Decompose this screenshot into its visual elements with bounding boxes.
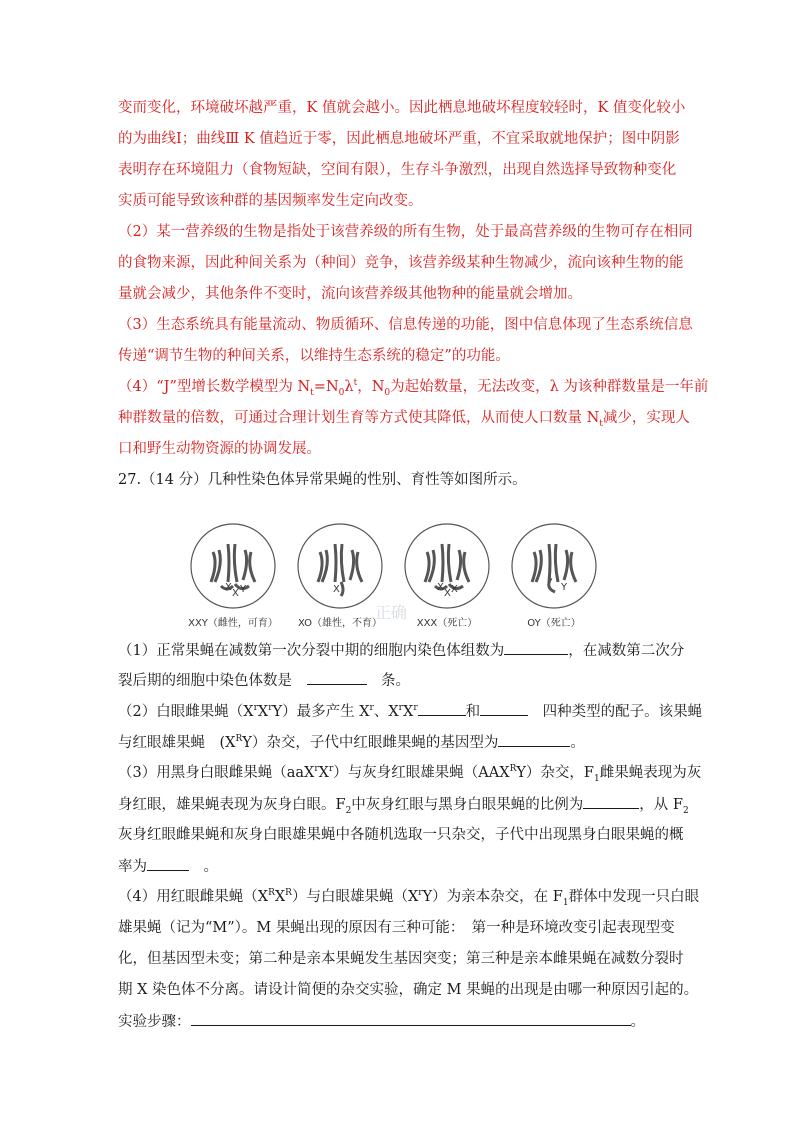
q3-line2: 身红眼，雄果蝇表现为灰身白眼。$F_2$中灰身红眼与黑身白眼果蝇的比例为 ，从 $F_2$ — [118, 794, 688, 815]
answer-line: 的为曲线Ⅰ；曲线Ⅲ K 值趋近于零，因此栖息地破坏严重，不宜采取就地保护；图中阴影 — [118, 131, 680, 147]
answer-line: 表明存在环境阻力（食物短缺，空间有限），生存斗争激烈，出现自然选择导致物种变化 — [118, 162, 677, 178]
cell-oy — [512, 524, 596, 608]
answer-line: 口和野生动物资源的协调发展。 — [118, 441, 321, 457]
answer-line: 量就会减少，其他条件不变时，流向该营养级其他物种的能量就会增加。 — [118, 286, 582, 302]
caption-oy: OY（死亡） — [527, 618, 581, 629]
svg-text:Y: Y — [561, 582, 568, 593]
q2-line1: （2）白眼雌果蝇$(X^rX^rY)$最多产生 $X^r$、$X^rX^r$ 和 四种类型的配子。该果蝇 — [118, 701, 688, 722]
svg-text:Y: Y — [240, 584, 247, 595]
svg-text:X: X — [444, 588, 451, 599]
blank[interactable] — [147, 856, 189, 871]
question-title: 27.（14 分）几种性染色体异常果蝇的性别、育性等如图所示。 — [118, 472, 527, 488]
answer-line: 传递“调节生物的种间关系，以维持生态系统的稳定”的功能。 — [118, 348, 510, 364]
cell-xo — [298, 524, 382, 608]
q3-line1: （3）用黑身白眼雌果蝇$(aaX^rX^r)$与灰身红眼雄果蝇$(AAX^RY)$杂交，$F_1$雌果蝇表现为灰 — [118, 764, 702, 784]
caption-xxx: XXX（死亡） — [416, 618, 478, 629]
blank[interactable] — [191, 1011, 631, 1026]
q3-line3: 灰身红眼雌果蝇和灰身白眼雄果蝇中各随机选取一只杂交，子代中出现黑身白眼果蝇的概 — [118, 827, 684, 843]
q2-line2: 与红眼雄果蝇 $(X^RY)$杂交，子代中红眼雌果蝇的基因型为 。 — [118, 732, 688, 753]
watermark: 正确 — [375, 603, 408, 622]
answer-line: 变而变化，环境破坏越严重，K 值就会越小。因此栖息地破坏程度较轻时，K 值变化较小 — [118, 100, 686, 116]
q3-line4: 率为 。 — [118, 856, 688, 877]
answer-line: （2）某一营养级的生物是指处于该营养级的所有生物，处于最高营养级的生物可存在相同 — [118, 224, 693, 240]
blank[interactable] — [418, 701, 466, 716]
svg-text:X: X — [451, 584, 458, 595]
answer-line: 实质可能导致该种群的基因频率发生定向改变。 — [118, 193, 423, 209]
q4-line5: 实验步骤： 。 — [118, 1011, 688, 1032]
blank[interactable] — [498, 732, 570, 747]
caption-xxy: XXY（雌性，可育） — [188, 618, 278, 629]
q1-line1: （1）正常果蝇在减数第一次分裂中期的细胞内染色体组数为 ，在减数第二次分 — [118, 640, 688, 661]
blank[interactable] — [307, 670, 367, 685]
answer-line-formula: （4）“J”型增长数学模型为 $N_t=N_0\lambda^t$，$N_0$为起始数量，无法改变，λ 为该种群数量是一年前 — [118, 378, 709, 398]
q4-line1: （4）用红眼雌果蝇$(X^RX^R)$与白眼雄果蝇$(X^rY)$为亲本杂交，在 $F_1$群体中发现一只白眼 — [118, 888, 700, 908]
caption-xo: XO（雄性，不育） — [297, 618, 383, 629]
svg-text:X: X — [232, 588, 239, 599]
answer-line: （3）生态系统具有能量流动、物质循环、信息传递的功能，图中信息体现了生态系统信息 — [118, 317, 693, 333]
chromosome-figure — [183, 522, 608, 634]
svg-text:X: X — [333, 584, 340, 595]
svg-text:X: X — [225, 582, 232, 593]
blank[interactable] — [504, 640, 568, 655]
svg-text:X: X — [437, 582, 444, 593]
answer-line: 种群数量的倍数，可通过合理计划生育等方式使其降低，从而使人口数量 $N_t$减少，实现人 — [118, 410, 690, 429]
q4-line2: 雄果蝇（记为“M”）。M 果蝇出现的原因有三种可能： 第一种是环境改变引起表现型变 — [118, 920, 675, 936]
blank[interactable] — [480, 701, 528, 716]
q4-line4: 期 X 染色体不分离。请设计简便的杂交实验，确定 M 果蝇的出现是由哪一种原因引起的。 — [118, 982, 699, 998]
q4-line3: 化，但基因型未变；第二种是亲本果蝇发生基因突变；第三种是亲本雌果蝇在减数分裂时 — [118, 951, 684, 967]
blank[interactable] — [583, 794, 639, 809]
q1-line2: 裂后期的细胞中染色体数是 条。 — [118, 670, 688, 691]
answer-line: 的食物来源，因此种间关系为（种间）竞争，该营养级某种生物减少，流向该种生物的能 — [118, 255, 684, 271]
